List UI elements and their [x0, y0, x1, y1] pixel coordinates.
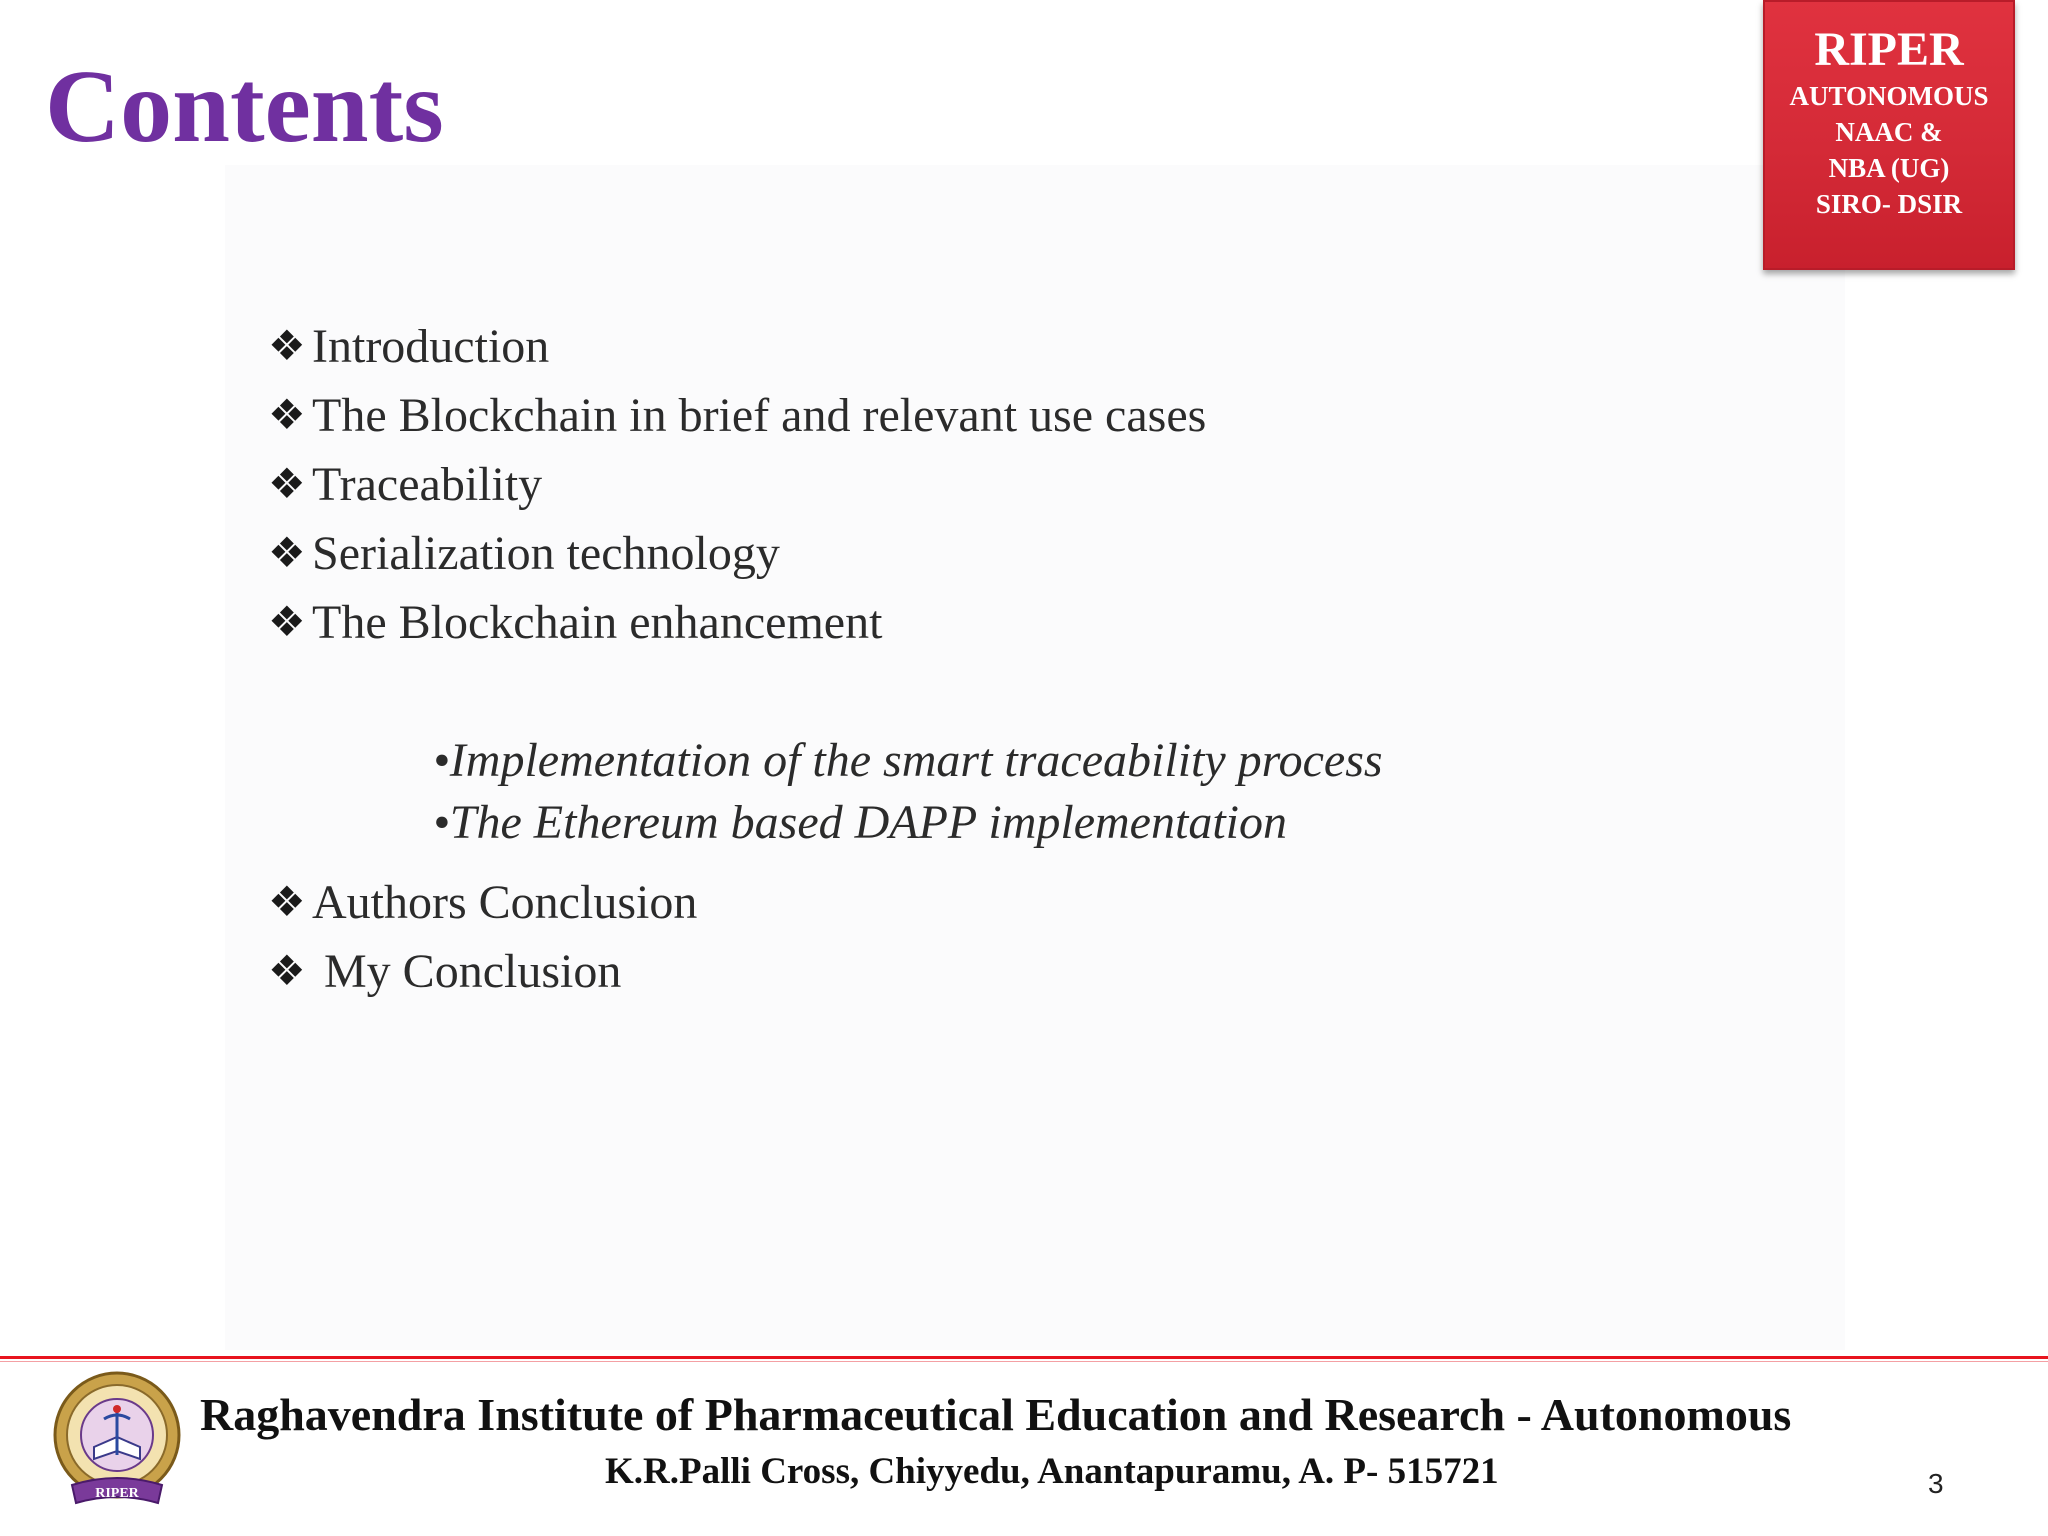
- sub-contents-list: [433, 730, 1383, 854]
- footer-divider-shadow: [0, 1361, 2048, 1362]
- list-item: [268, 868, 697, 937]
- badge-line: NAAC &: [1835, 117, 1943, 147]
- slide-title: Contents: [45, 49, 444, 164]
- diamond-bullet-icon: ❖: [268, 879, 306, 926]
- badge-line: AUTONOMOUS: [1789, 81, 1989, 111]
- institution-address: K.R.Palli Cross, Chiyyedu, Anantapuramu, A. P- 515721: [605, 1451, 1499, 1492]
- logo-banner-text: RIPER: [95, 1486, 139, 1501]
- list-item-label: Traceability: [312, 458, 543, 511]
- list-item: [268, 937, 697, 1006]
- page-number: 3: [1928, 1468, 1944, 1499]
- diamond-bullet-icon: ❖: [268, 948, 306, 995]
- list-item: [268, 519, 1206, 588]
- footer-divider: [0, 1356, 2048, 1359]
- badge-line: SIRO- DSIR: [1815, 189, 1963, 219]
- list-item-label: My Conclusion: [312, 945, 622, 998]
- institution-logo: [42, 1367, 192, 1517]
- list-item: [268, 450, 1206, 519]
- diamond-bullet-icon: ❖: [268, 461, 306, 508]
- badge-title: RIPER: [1814, 23, 1964, 76]
- institution-name: Raghavendra Institute of Pharmaceutical Education and Research - Autonomous: [200, 1389, 1792, 1440]
- list-item-label: Introduction: [312, 320, 550, 373]
- contents-list-continued: [268, 868, 697, 1006]
- badge-line: NBA (UG): [1828, 153, 1950, 183]
- riper-accreditation-badge: [1763, 0, 2015, 270]
- diamond-bullet-icon: ❖: [268, 530, 306, 577]
- sub-list-item: •Implementation of the smart traceability process: [433, 734, 1383, 787]
- list-item-label: The Blockchain enhancement: [312, 596, 883, 649]
- diamond-bullet-icon: ❖: [268, 323, 306, 370]
- list-item-label: The Blockchain in brief and relevant use cases: [312, 389, 1207, 442]
- list-item-label: Authors Conclusion: [312, 876, 698, 929]
- sub-list-item: •The Ethereum based DAPP implementation: [433, 796, 1287, 849]
- list-item-label: Serialization technology: [312, 527, 780, 580]
- list-item: [268, 381, 1206, 450]
- diamond-bullet-icon: ❖: [268, 599, 306, 646]
- list-item: [268, 312, 1206, 381]
- list-item: [268, 588, 1206, 657]
- contents-list: [268, 312, 1206, 657]
- diamond-bullet-icon: ❖: [268, 392, 306, 439]
